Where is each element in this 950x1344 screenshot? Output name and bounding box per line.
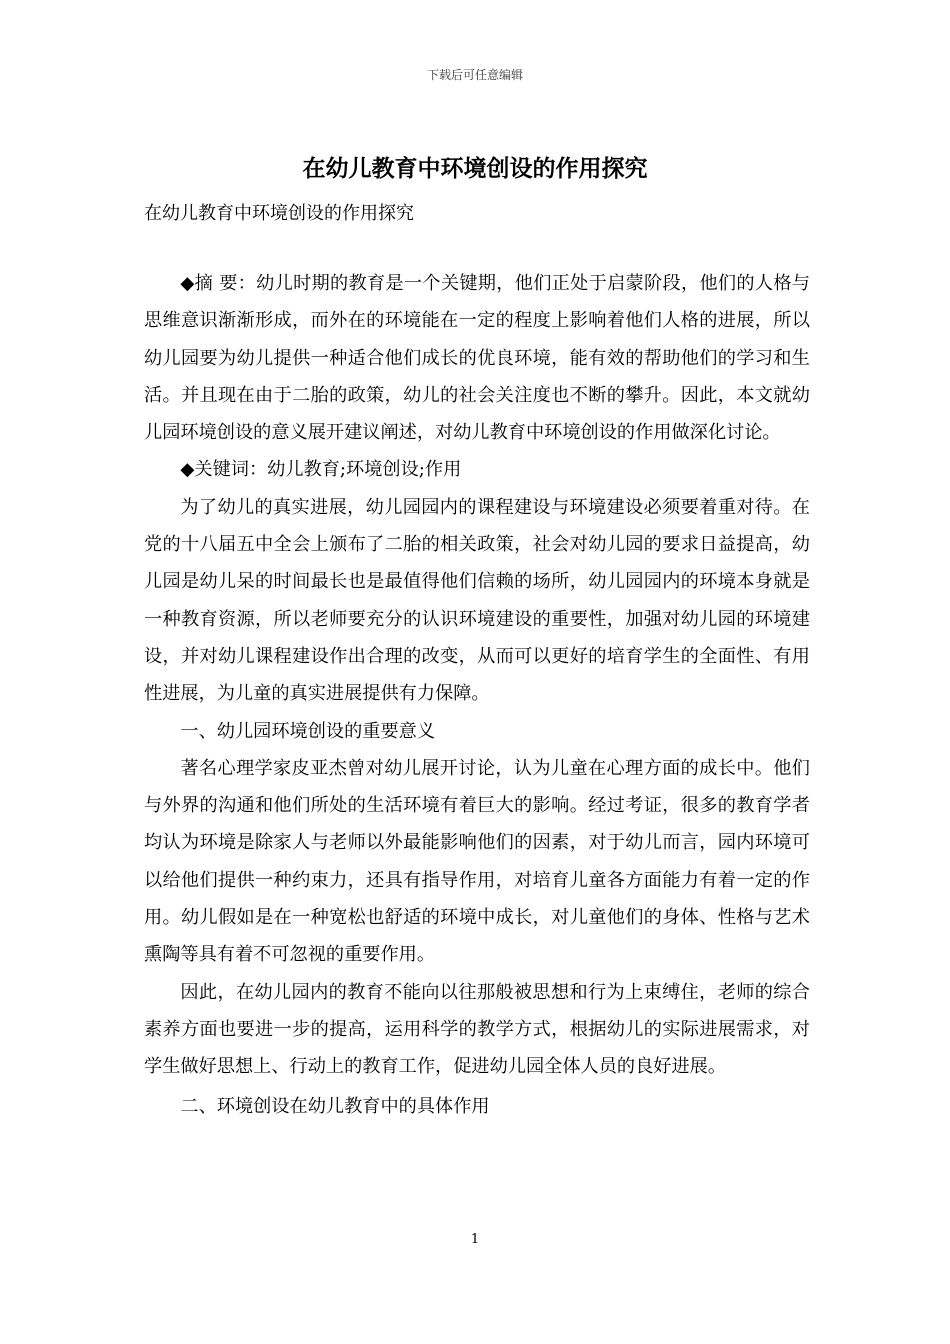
page-number: 1 [470, 1232, 480, 1247]
section-heading-1: 一、幼儿园环境创设的重要意义 [180, 720, 436, 742]
document-subtitle: 在幼儿教育中环境创设的作用探究 [144, 203, 414, 224]
body-paragraph: 因此，在幼儿园内的教育不能向以往那般被思想和行为上束缚住，老师的综合素养方面也要进一步的提高，运用科学的教学方式，根据幼儿的实际进展需求，对学生做好思想上、行动上的教育工作，促进幼儿园全体人员的良好进展。 [144, 981, 810, 1078]
page-header-note: 下载后可任意编辑 [426, 68, 523, 82]
intro-paragraph: 为了幼儿的真实进展，幼儿园园内的课程建设与环境建设必须要着重对待。在党的十八届五中全会上颁布了二胎的相关政策，社会对幼儿园的要求日益提高，幼儿园是幼儿呆的时间最长也是最值得他们信赖的场所，幼儿园园内的环境本身就是一种教育资源，所以老师要充分的认识环境建设的重要性，加强对幼儿园的环境建设，并对幼儿课程建设作出合理的改变，从而可以更好的培育学生的全面性、有用性进展，为儿童的真实进展提供有力保障。 [144, 496, 810, 705]
section-heading-2: 二、环境创设在幼儿教育中的具体作用 [180, 1095, 490, 1117]
body-paragraph: 著名心理学家皮亚杰曾对幼儿展开讨论，认为儿童在心理方面的成长中。他们与外界的沟通和他们所处的生活环境有着巨大的影响。经过考证，很多的教育学者均认为环境是除家人与老师以外最能影响他们的因素，对于幼儿而言，园内环境可以给他们提供一种约束力，还具有指导作用，对培育儿童各方面能力有着一定的作用。幼儿假如是在一种宽松也舒适的环境中成长，对儿童他们的身体、性格与艺术熏陶等具有着不可忽视的重要作用。 [144, 757, 810, 966]
keywords-paragraph: ◆关键词：幼儿教育;环境创设;作用 [180, 459, 462, 481]
document-title: 在幼儿教育中环境创设的作用探究 [302, 155, 648, 182]
abstract-paragraph: ◆摘 要：幼儿时期的教育是一个关键期，他们正处于启蒙阶段，他们的人格与思维意识渐渐形成，而外在的环境能在一定的程度上影响着他们人格的进展，所以幼儿园要为幼儿提供一种适合他们成长的优良环境，能有效的帮助他们的学习和生活。并且现在由于二胎的政策，幼儿的社会关注度也不断的攀升。因此，本文就幼儿园环境创设的意义展开建议阐述，对幼儿教育中环境创设的作用做深化讨论。 [144, 273, 810, 444]
document-body [144, 265, 810, 1125]
